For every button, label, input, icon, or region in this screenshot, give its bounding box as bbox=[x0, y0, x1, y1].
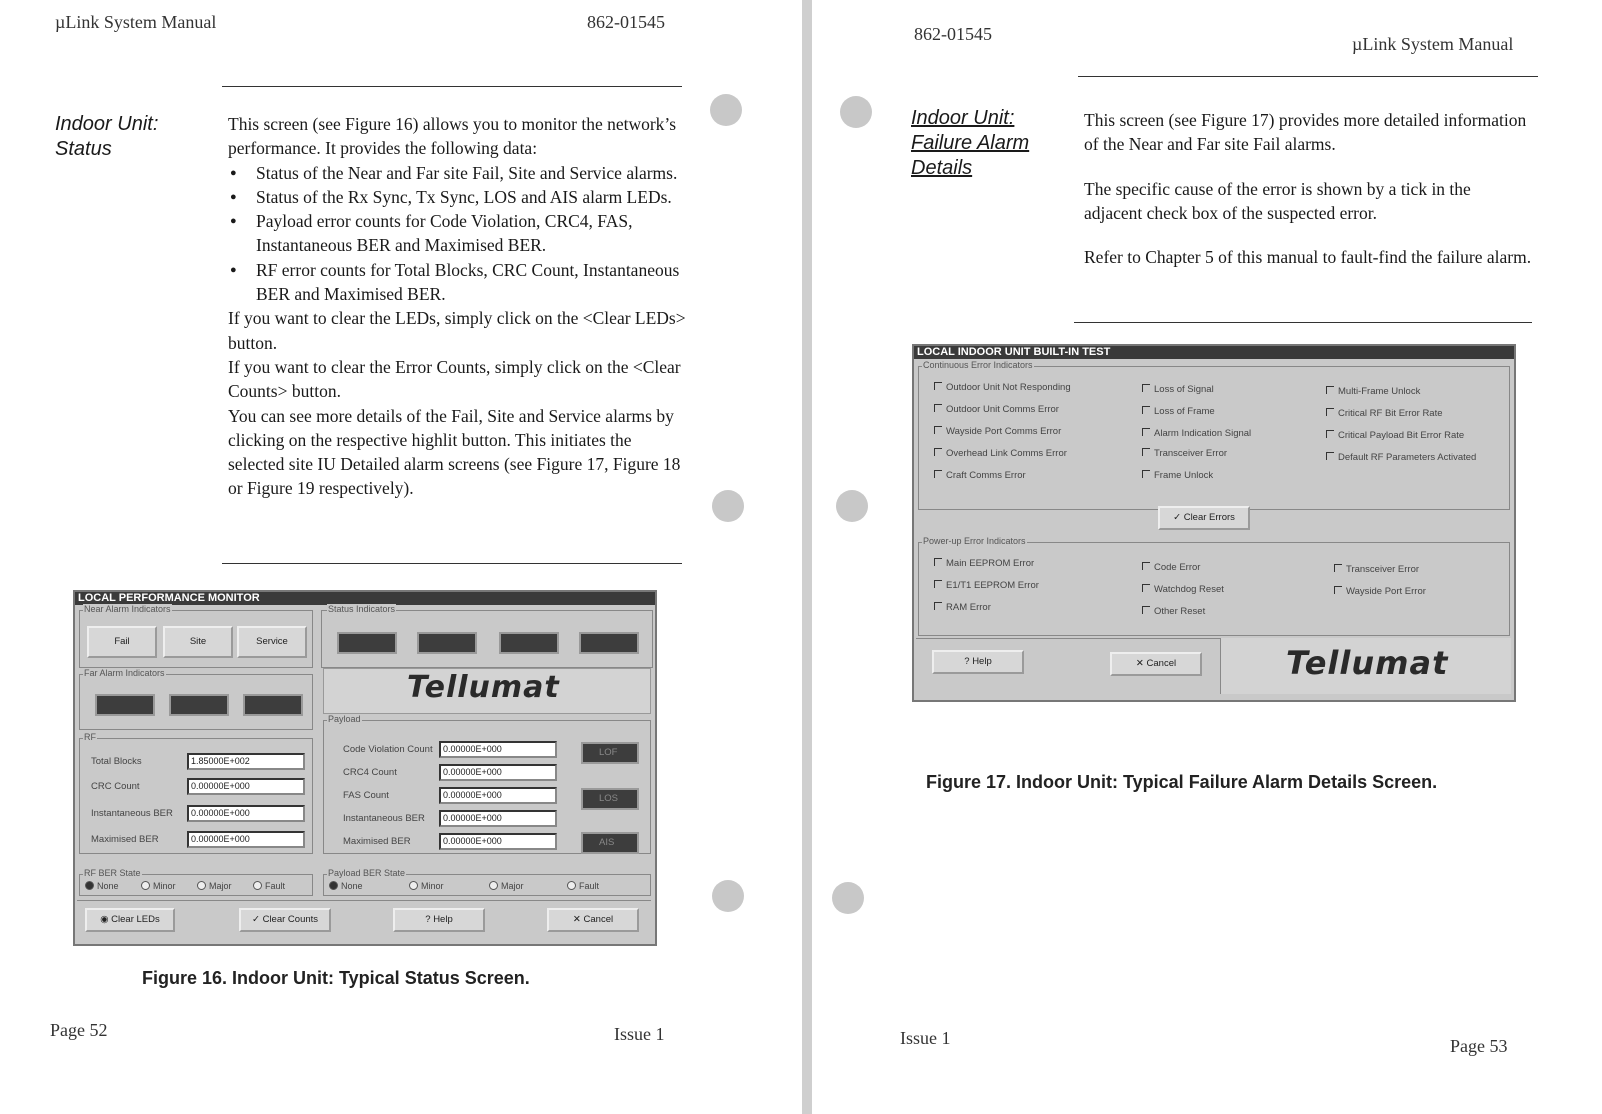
built-in-test-screen bbox=[912, 344, 1516, 702]
binder-hole bbox=[840, 96, 872, 128]
paragraph: Refer to Chapter 5 of this manual to fault-find the failure alarm. bbox=[1084, 247, 1532, 268]
code-violation-field[interactable]: 0.00000E+000 bbox=[439, 741, 557, 758]
side-heading: Indoor Unit: Failure Alarm Details bbox=[911, 107, 1030, 179]
page-gutter bbox=[802, 0, 812, 1114]
status-led bbox=[337, 632, 397, 654]
field-label: FAS Count bbox=[343, 790, 389, 801]
header-title: µLink System Manual bbox=[1352, 34, 1514, 54]
status-led bbox=[417, 632, 477, 654]
paragraph: You can see more details of the Fail, Site and Service alarms by clicking on the respective highlit button. This initiates the selected site IU Detailed alarm screens (see Figure 17, Figure 18 or Figure 19 respectively). bbox=[228, 405, 681, 499]
checkbox-item[interactable]: Code Error bbox=[1142, 562, 1200, 573]
payload-state-fault[interactable]: Fault bbox=[567, 881, 599, 891]
body-text bbox=[228, 112, 686, 501]
header-number: 862-01545 bbox=[914, 24, 992, 44]
tellumat-logo: Tellumat bbox=[407, 670, 560, 705]
group-label: Near Alarm Indicators bbox=[84, 604, 171, 614]
binder-hole bbox=[832, 882, 864, 914]
group-label: Status Indicators bbox=[328, 604, 396, 614]
list-item: ● Status of the Near and Far site Fail, Site and Service alarms. bbox=[256, 161, 686, 185]
checkbox-item[interactable]: Craft Comms Error bbox=[934, 470, 1026, 481]
field-label: CRC Count bbox=[91, 781, 140, 792]
checkbox-item[interactable]: Watchdog Reset bbox=[1142, 584, 1224, 595]
page-number: Page 53 bbox=[1450, 1036, 1508, 1056]
rf-max-ber-field[interactable]: 0.00000E+000 bbox=[187, 831, 305, 848]
broom-icon: ✓ bbox=[251, 914, 263, 925]
ais-label: AIS bbox=[599, 837, 615, 848]
far-service-led[interactable] bbox=[243, 694, 303, 716]
intro-text: This screen (see Figure 16) allows you to monitor the network’s performance. It provides the following data: bbox=[228, 114, 677, 159]
side-heading: Indoor Unit: Status bbox=[55, 113, 159, 160]
payload-state-minor[interactable]: Minor bbox=[409, 881, 444, 891]
group-label: Continuous Error Indicators bbox=[923, 360, 1033, 370]
checkbox-item[interactable]: Overhead Link Comms Error bbox=[934, 448, 1067, 459]
binder-hole bbox=[710, 94, 742, 126]
clear-counts-button[interactable]: ✓ Clear Counts bbox=[239, 908, 331, 932]
right-page bbox=[812, 0, 1602, 1114]
checkbox-item[interactable]: Transceiver Error bbox=[1142, 448, 1227, 459]
checkbox-item[interactable]: Outdoor Unit Comms Error bbox=[934, 404, 1059, 415]
total-blocks-field[interactable]: 1.85000E+002 bbox=[187, 753, 305, 770]
checkbox-item[interactable]: Wayside Port Comms Error bbox=[934, 426, 1061, 437]
window-title: LOCAL PERFORMANCE MONITOR bbox=[75, 592, 655, 605]
clear-leds-button[interactable]: ◉ Clear LEDs bbox=[85, 908, 175, 932]
divider bbox=[222, 86, 682, 87]
clear-errors-button[interactable]: ✓ Clear Errors bbox=[1158, 506, 1250, 530]
list-item: ● Payload error counts for Code Violation, CRC4, FAS, Instantaneous BER and Maximised BER. bbox=[256, 209, 686, 258]
paragraph: This screen (see Figure 17) provides more detailed information of the Near and Far site Fail alarms. bbox=[1084, 110, 1527, 155]
clear-leds-icon: ◉ bbox=[100, 914, 112, 925]
paragraph: If you want to clear the Error Counts, simply click on the <Clear Counts> button. bbox=[228, 356, 681, 402]
body-text bbox=[1084, 108, 1532, 269]
binder-hole bbox=[712, 490, 744, 522]
window-title: LOCAL INDOOR UNIT BUILT-IN TEST bbox=[914, 346, 1514, 359]
header-number: 862-01545 bbox=[587, 12, 665, 32]
lof-label: LOF bbox=[599, 747, 618, 758]
checkbox-item[interactable]: Transceiver Error bbox=[1334, 564, 1419, 575]
figure-caption: Figure 16. Indoor Unit: Typical Status Screen. bbox=[142, 968, 530, 988]
divider bbox=[1078, 76, 1538, 77]
los-label: LOS bbox=[599, 793, 619, 804]
paragraph: If you want to clear the LEDs, simply click on the <Clear LEDs> button. bbox=[228, 308, 686, 353]
broom-icon: ✓ bbox=[1173, 512, 1184, 523]
binder-hole bbox=[712, 880, 744, 912]
cancel-button[interactable]: ✕ Cancel bbox=[1110, 652, 1202, 676]
payload-state-none[interactable]: None bbox=[329, 881, 363, 891]
help-button[interactable]: ? Help bbox=[932, 650, 1024, 674]
checkbox-item[interactable]: Critical Payload Bit Error Rate bbox=[1326, 430, 1464, 441]
rf-state-minor[interactable]: Minor bbox=[141, 881, 176, 891]
binder-hole bbox=[836, 490, 868, 522]
field-label: Code Violation Count bbox=[343, 744, 433, 755]
payload-inst-ber-field[interactable]: 0.00000E+000 bbox=[439, 810, 557, 827]
list-item: ● RF error counts for Total Blocks, CRC Count, Instantaneous BER and Maximised BER. bbox=[256, 258, 686, 307]
rf-state-none[interactable]: None bbox=[85, 881, 119, 891]
near-fail-button[interactable]: Fail bbox=[87, 626, 157, 658]
paragraph: The specific cause of the error is shown by a tick in the adjacent check box of the suspected error. bbox=[1084, 178, 1471, 223]
fas-field[interactable]: 0.00000E+000 bbox=[439, 787, 557, 804]
checkbox-item[interactable]: Default RF Parameters Activated bbox=[1326, 452, 1476, 463]
issue-label: Issue 1 bbox=[614, 1024, 665, 1044]
group-label: Payload BER State bbox=[328, 868, 406, 878]
payload-state-major[interactable]: Major bbox=[489, 881, 524, 891]
rf-state-fault[interactable]: Fault bbox=[253, 881, 285, 891]
checkbox-item[interactable]: Loss of Frame bbox=[1142, 406, 1215, 417]
checkbox-item[interactable]: Multi-Frame Unlock bbox=[1326, 386, 1420, 397]
figure-caption: Figure 17. Indoor Unit: Typical Failure Alarm Details Screen. bbox=[926, 772, 1438, 792]
checkbox-item[interactable]: Critical RF Bit Error Rate bbox=[1326, 408, 1443, 419]
status-led bbox=[579, 632, 639, 654]
field-label: Total Blocks bbox=[91, 756, 142, 767]
group-label: Far Alarm Indicators bbox=[84, 668, 165, 678]
field-label: Instantaneous BER bbox=[343, 813, 425, 824]
checkbox-item[interactable]: E1/T1 EEPROM Error bbox=[934, 580, 1039, 591]
group-label: RF BER State bbox=[84, 868, 141, 878]
close-icon: ✕ bbox=[1135, 658, 1147, 669]
cancel-button[interactable]: ✕ Cancel bbox=[547, 908, 639, 932]
group-label: Payload bbox=[328, 714, 361, 724]
far-site-led[interactable] bbox=[169, 694, 229, 716]
group-label: RF bbox=[84, 732, 96, 742]
group-label: Power-up Error Indicators bbox=[923, 536, 1026, 546]
rf-state-major[interactable]: Major bbox=[197, 881, 232, 891]
help-icon: ? bbox=[425, 914, 434, 925]
help-button[interactable]: ? Help bbox=[393, 908, 485, 932]
checkbox-item[interactable]: Loss of Signal bbox=[1142, 384, 1214, 395]
near-service-button[interactable]: Service bbox=[237, 626, 307, 658]
checkbox-item[interactable]: RAM Error bbox=[934, 602, 991, 613]
far-fail-led[interactable] bbox=[95, 694, 155, 716]
help-icon: ? bbox=[964, 656, 973, 667]
header-title: µLink System Manual bbox=[55, 12, 217, 32]
list-item: ● Status of the Rx Sync, Tx Sync, LOS and AIS alarm LEDs. bbox=[256, 185, 686, 209]
payload-max-ber-field[interactable]: 0.00000E+000 bbox=[439, 833, 557, 850]
close-icon: ✕ bbox=[572, 914, 584, 925]
issue-label: Issue 1 bbox=[900, 1028, 951, 1048]
checkbox-item[interactable]: Main EEPROM Error bbox=[934, 558, 1034, 569]
checkbox-item[interactable]: Wayside Port Error bbox=[1334, 586, 1426, 597]
checkbox-item[interactable]: Other Reset bbox=[1142, 606, 1205, 617]
crc-count-field[interactable]: 0.00000E+000 bbox=[187, 778, 305, 795]
field-label: Instantaneous BER bbox=[91, 808, 173, 819]
divider bbox=[1074, 322, 1532, 323]
checkbox-item[interactable]: Outdoor Unit Not Responding bbox=[934, 382, 1071, 393]
near-site-button[interactable]: Site bbox=[163, 626, 233, 658]
page-number: Page 52 bbox=[50, 1020, 108, 1040]
divider bbox=[222, 563, 682, 564]
checkbox-item[interactable]: Frame Unlock bbox=[1142, 470, 1213, 481]
field-label: Maximised BER bbox=[91, 834, 159, 845]
checkbox-item[interactable]: Alarm Indication Signal bbox=[1142, 428, 1251, 439]
crc4-field[interactable]: 0.00000E+000 bbox=[439, 764, 557, 781]
status-led bbox=[499, 632, 559, 654]
performance-monitor-screen bbox=[73, 590, 657, 946]
field-label: Maximised BER bbox=[343, 836, 411, 847]
bullet-list bbox=[228, 161, 686, 307]
field-label: CRC4 Count bbox=[343, 767, 397, 778]
tellumat-logo: Tellumat bbox=[1286, 644, 1449, 682]
rf-inst-ber-field[interactable]: 0.00000E+000 bbox=[187, 805, 305, 822]
